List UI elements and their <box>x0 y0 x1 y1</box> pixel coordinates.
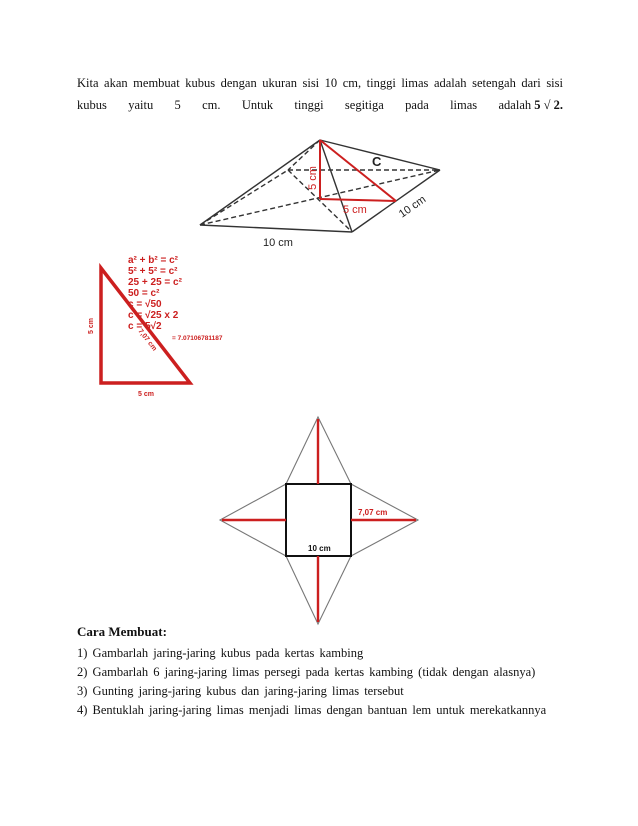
pyramid-half-label: 5 cm <box>343 204 367 216</box>
net-slant-label: 7,07 cm <box>358 508 388 517</box>
calc-line: a² + b² = c² <box>128 255 179 266</box>
pyramid-base-edge <box>200 225 352 232</box>
intro-word: Untuk <box>241 98 274 112</box>
pyramid-half-line <box>320 199 396 201</box>
calc-line: c = 5√2 <box>128 321 162 332</box>
triangle-bottom-label: 5 cm <box>138 391 154 398</box>
calc-decimal: = 7.07106781187 <box>172 335 223 342</box>
pyramid-base-label: 10 cm <box>263 237 293 249</box>
steps-title: Cara Membuat: <box>77 624 167 639</box>
pyramid-slant-label: C <box>372 154 382 169</box>
pyramid-height-label: 5 cm <box>307 166 319 190</box>
step-item: 2) Gambarlah 6 jaring-jaring limas persegi pada kertas kambing (tidak dengan alasnya) <box>77 665 536 679</box>
intro-word: pada <box>405 98 429 112</box>
intro-word: limas <box>450 98 478 112</box>
intro-word: segitiga <box>344 98 384 112</box>
intro-word: cm. <box>202 98 221 112</box>
calc-line: c = √25 x 2 <box>128 310 179 321</box>
step-item: 4) Bentuklah jaring-jaring limas menjadi limas dengan bantuan lem untuk merekatkannya <box>77 703 547 717</box>
intro-word: 5 <box>174 98 181 112</box>
steps-list <box>77 644 546 720</box>
pyramid-base-edge <box>200 170 288 225</box>
intro-word: tinggi <box>294 98 324 112</box>
calc-line: 50 = c² <box>128 288 160 299</box>
triangle-left-label: 5 cm <box>88 318 95 334</box>
intro-word: yaitu <box>128 98 154 112</box>
calc-line: 5² + 5² = c² <box>128 266 178 277</box>
step-item: 3) Gunting jaring-jaring kubus dan jaring-jaring limas tersebut <box>77 684 404 698</box>
pyramid-side-label: 10 cm <box>396 193 429 221</box>
intro-conclusion: adalah 5 √ 2. <box>498 98 563 112</box>
intro-formula: 5 √ 2. <box>534 98 563 112</box>
calc-line: 25 + 25 = c² <box>128 277 182 288</box>
step-item: 1) Gambarlah jaring-jaring kubus pada kertas kambing <box>77 646 364 660</box>
intro-line-1: Kita akan membuat kubus dengan ukuran sisi 10 cm, tinggi limas adalah setengah dari sisi <box>77 76 563 90</box>
net-side-label: 10 cm <box>308 544 331 553</box>
pyramid-lateral-edge <box>288 140 320 170</box>
triangle-hypotenuse-label: 7,07 cm <box>136 327 158 353</box>
calculation <box>128 255 223 342</box>
pyramid-net <box>220 417 418 624</box>
intro-word: kubus <box>77 98 107 112</box>
pyramid-lateral-edge <box>200 140 320 225</box>
calc-line: c = √50 <box>128 299 162 310</box>
